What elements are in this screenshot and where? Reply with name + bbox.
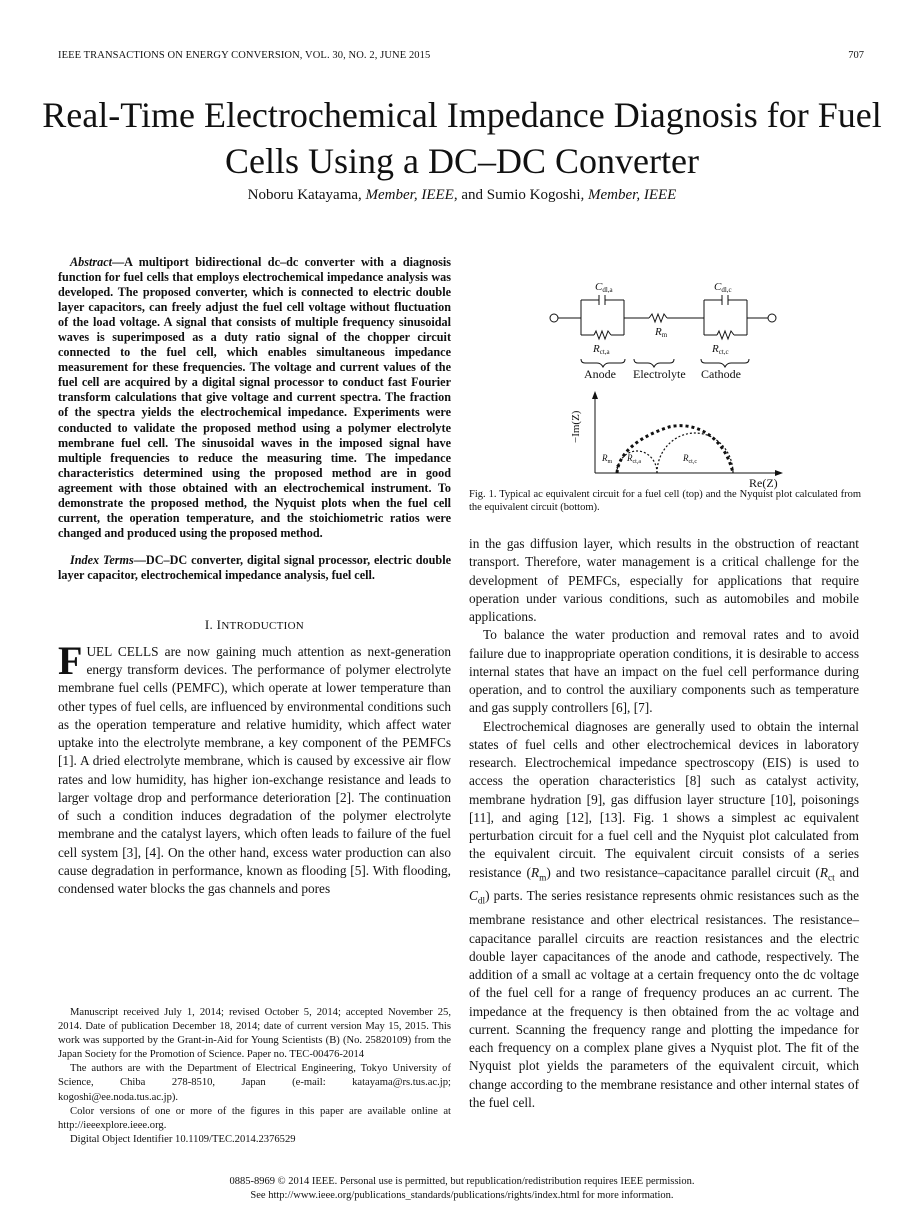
index-terms bbox=[58, 553, 451, 583]
label-rctc: Rct,c bbox=[712, 343, 729, 356]
intro-paragraph-3: Electrochemical diagnoses are generally used to obtain the internal states of fuel cells and other electrochemical devices in laboratory research. Electrochemical impedance spectroscopy (EIS) is used to access the operation characteristics [8] such as catalyst activity, membrane hydration [9], gas diffusion layer structure [10], poisonings [11], and aging [12], [13]. Fig. 1 shows a simplest ac equivalent perturbation circuit for a fuel cell and the Nyquist plot calculated from the equivalent circuit. The equivalent circuit consists of a series resistance $(R_m)$ and two resistance–capacitance parallel circuit ($R_{ct}$ and $C_{dl}$) parts. The series resistance represents ohmic resistances such as the membrane resistance and other electrical resistances. The resistance–capacitance parallel circuits are reaction resistances and the electric double layer capacitances of the anode and cathode, respectively. The addition of a small ac voltage at a certain frequency onto the dc voltage of the fuel cell for a range of frequency produces an ac current. The impedance at the frequency is then obtained from the ac voltage and current. Scanning the frequency range and plotting the impedance for each frequency on a complex plane gives a Nyquist plot. The fit of the Nyquist plot yields the parameters of the equivalent circuit, which change according to the membrane resistance and other internal states of the fuel cell. bbox=[469, 718, 859, 1110]
intro-p1-text: UEL CELLS are now gaining much attention as next-generation energy transform devices. The performance of polymer electrolyte membrane fuel cells (PEMFC), which operate at lower temperature than other types of fuel cells, are influenced by environmental conditions such as the operation temperature and relative humidity, which affect water uptake into the electrolyte membrane, a key component of the PEMFCs [1]. A dried electrolyte membrane, which is caused by excessive air flow rates and low humidity, has higher ion-exchange resistance and leads to larger voltage drop and performance deterioration [2]. The continuation of such a condition induces degradation of the polymer electrolyte membrane and the catalyst layers, which often leads to failure of the fuel cell system [3], [4]. On the other hand, excess water production can also cause degradation in performance, known as flooding [5]. With flooding, condensed water blocks the gas channels and pores bbox=[58, 643, 451, 897]
figure-caption: Fig. 1. Typical ac equivalent circuit for a fuel cell (top) and the Nyquist plot calculated from the equivalent circuit (bottom). bbox=[469, 489, 861, 513]
label-cdla: Cdl,a bbox=[595, 281, 613, 294]
footnote-color: Color versions of one or more of the figures in this paper are available online at http://ieeexplore.ieee.org. bbox=[58, 1105, 451, 1131]
footnote-manuscript: Manuscript received July 1, 2014; revised October 5, 2014; accepted November 25, 2014. Date of publication December 18, 2014; date of current version May 15, 2015. This work was supported by the Grant-in-Aid for Young Scientists (B) (No. 25820109) from the Japan Society for the Promotion of Science. Paper no. TEC-00476-2014 bbox=[58, 1007, 451, 1061]
label-rm: Rm bbox=[655, 326, 668, 339]
label-cdlc: Cdl,c bbox=[714, 281, 732, 294]
paper-title: Real-Time Electrochemical Impedance Diagnosis for Fuel Cells Using a DC–DC Converter bbox=[42, 95, 882, 181]
abstract-text: —A multiport bidirectional dc–dc converter with a diagnosis function for fuel cells that employs electrochemical impedance analysis was developed. The proposed converter, which is connected to electric double layer capacitors, can freely adjust the fuel cell voltage without fluctuation of the load voltage. A signal that consists of multiple frequency sinusoidal waves is superimposed as a duty ratio signal of the chopper circuit connected to the fuel cell, which enables simultaneous impedance measurement for these frequencies. The voltage and current values of the fuel cell are acquired by a digital signal processor to conduct fast Fourier transform calculations that give voltage and current spectra. The fraction of the spectra yields the electrochemical impedance. Experiments were conducted to validate the proposed method using a polymer electrolyte membrane fuel cell. The sinusoidal waves in the imposed signal have multiple frequencies to reduce the measuring time. The impedance characteristics determined using the proposed method are in good agreement with those obtained with an electrochemical instrument. To demonstrate the proposed method, the Nyquist plots when the fuel cell current, the operation temperature, and the stoichiometric ratios were changed and produced using the proposed method. bbox=[58, 255, 451, 540]
author-1-role: Member, IEEE bbox=[365, 187, 454, 203]
figure-1 bbox=[469, 255, 859, 525]
author-1: Noboru Katayama, bbox=[247, 187, 362, 203]
author-2-role: , Member, IEEE bbox=[580, 187, 677, 203]
section-first-letter: I bbox=[216, 616, 222, 632]
y-axis-label: −Im(Z) bbox=[570, 410, 582, 443]
rights-link-line: See http://www.ieee.org/publications_standards/publications/rights/index.html for more information. bbox=[250, 1190, 674, 1201]
running-header: IEEE TRANSACTIONS ON ENERGY CONVERSION, VOL. 30, NO. 2, JUNE 2015 bbox=[58, 50, 431, 61]
intro-p1-continued: in the gas diffusion layer, which results in the obstruction of reactant transport. Therefore, water management is a critical challenge for the development of PEMFCs, especially for applications that require operation under various conditions, such as automobiles and mobile applications. bbox=[469, 536, 859, 624]
label-cathode: Cathode bbox=[701, 367, 741, 381]
intro-paragraph-1 bbox=[58, 637, 451, 899]
label-rcta: Rct,a bbox=[593, 343, 610, 356]
left-column bbox=[58, 255, 451, 898]
label-anode: Anode bbox=[584, 367, 616, 381]
plot-label-rcta: $R_{ct,a}$ bbox=[627, 453, 641, 465]
abstract-label: Abstract bbox=[70, 255, 112, 269]
copyright-line: 0885-8969 © 2014 IEEE. Personal use is permitted, but republication/redistribution requires IEEE permission. bbox=[229, 1176, 695, 1187]
page-number: 707 bbox=[848, 50, 864, 61]
label-electrolyte: Electrolyte bbox=[633, 367, 686, 381]
drop-cap: F bbox=[58, 637, 83, 683]
right-column bbox=[469, 535, 859, 1112]
author-2: , and Sumio Kogoshi bbox=[453, 187, 581, 203]
intro-paragraph-2: To balance the water production and removal rates and to avoid failure due to inappropriate operation conditions, it is desirable to access internal states that have an impact on the fuel cell performance during operation, and to control the auxiliary components such as temperature and gas supply controllers [6], [7]. bbox=[469, 627, 859, 716]
footnotes bbox=[58, 1006, 451, 1147]
plot-label-rctc: $R_{ct,c}$ bbox=[683, 453, 697, 465]
index-terms-text: —DC–DC converter, digital signal processor, electric double layer capacitor, electrochemical impedance analysis, fuel cell. bbox=[58, 552, 451, 582]
author-line bbox=[40, 187, 884, 204]
copyright-footer bbox=[40, 1175, 884, 1203]
section-heading bbox=[58, 617, 451, 633]
nyquist-plot bbox=[570, 391, 783, 490]
x-axis-label: Re(Z) bbox=[749, 476, 778, 490]
section-rest: NTRODUCTION bbox=[221, 619, 305, 632]
footnote-affiliation: The authors are with the Department of Electrical Engineering, Tokyo University of Science, Chiba 278-8510, Japan (e-mail: katayama@rs.tus.ac.jp; kogoshi@ee.noda.tus.ac.jp). bbox=[58, 1063, 451, 1103]
abstract bbox=[58, 255, 451, 541]
plot-label-rm: $R_m$ bbox=[602, 453, 613, 465]
section-number: I. bbox=[204, 616, 214, 632]
index-terms-label: Index Terms bbox=[70, 552, 134, 567]
footnote-doi: Digital Object Identifier 10.1109/TEC.2014.2376529 bbox=[70, 1133, 296, 1145]
